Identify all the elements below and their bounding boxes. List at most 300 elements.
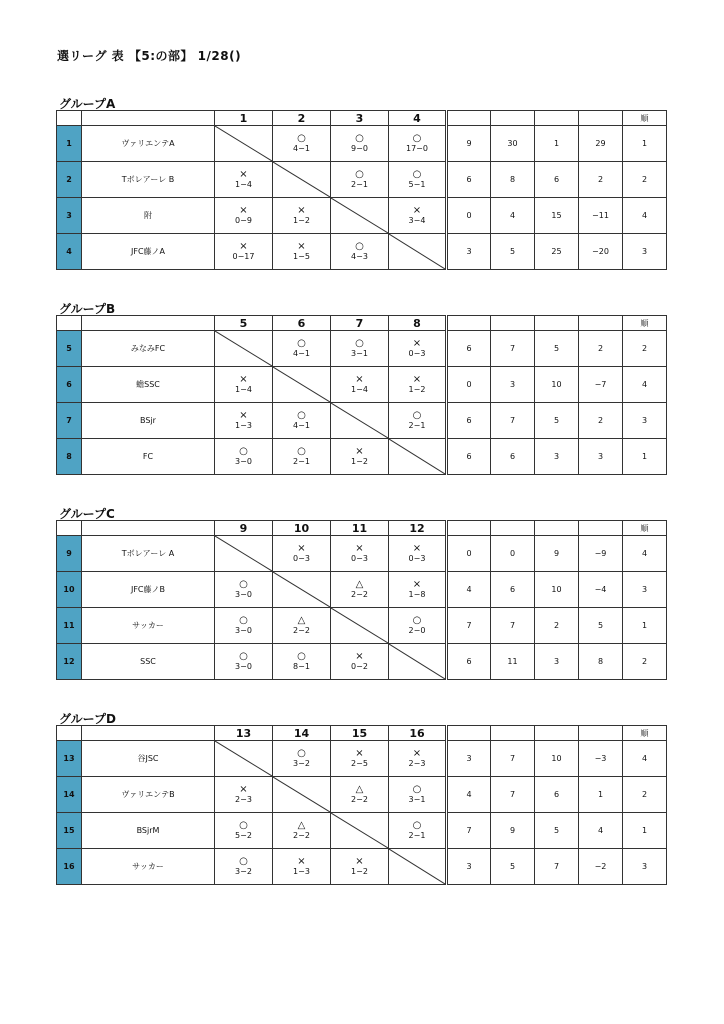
column-header: 7 bbox=[331, 316, 389, 331]
match-score: 2−2 bbox=[293, 830, 310, 840]
result-mark: ○ bbox=[297, 132, 306, 144]
team-row bbox=[57, 777, 711, 813]
self-match-cell bbox=[215, 741, 273, 777]
match-result-cell bbox=[331, 536, 389, 572]
match-result-cell bbox=[331, 331, 389, 367]
column-header: 9 bbox=[215, 521, 273, 536]
stat-header bbox=[491, 726, 535, 741]
header-corner bbox=[57, 726, 82, 741]
self-match-cell bbox=[215, 331, 273, 367]
match-result-cell bbox=[331, 849, 389, 885]
column-header: 15 bbox=[331, 726, 389, 741]
team-rank: 4 bbox=[623, 536, 667, 572]
team-stat: 1 bbox=[535, 126, 579, 162]
team-stat: 3 bbox=[491, 367, 535, 403]
match-result-cell bbox=[273, 126, 331, 162]
result-mark: ○ bbox=[412, 783, 422, 795]
team-number: 3 bbox=[57, 198, 82, 234]
self-match-cell bbox=[273, 572, 331, 608]
match-score: 1−2 bbox=[408, 384, 426, 394]
diagonal-line bbox=[215, 741, 272, 776]
team-name: 蟾SSC bbox=[82, 367, 215, 403]
team-row bbox=[57, 198, 711, 234]
result-mark: ○ bbox=[355, 337, 364, 349]
team-name: Tボレアーレ B bbox=[82, 162, 215, 198]
self-match-cell bbox=[389, 644, 447, 680]
match-result-cell bbox=[273, 536, 331, 572]
team-row bbox=[57, 234, 711, 270]
match-result-cell bbox=[215, 572, 273, 608]
match-score: 3−1 bbox=[408, 794, 426, 804]
team-stat: 6 bbox=[535, 777, 579, 813]
team-rank: 2 bbox=[623, 162, 667, 198]
result-mark: ○ bbox=[239, 445, 248, 457]
match-score: 2−1 bbox=[351, 179, 368, 189]
diagonal-line bbox=[273, 572, 330, 607]
match-result-cell bbox=[331, 741, 389, 777]
league-table bbox=[56, 520, 711, 680]
diagonal-line bbox=[331, 608, 388, 643]
match-result-cell bbox=[389, 331, 447, 367]
team-stat: 2 bbox=[579, 331, 623, 367]
header-team bbox=[82, 521, 215, 536]
match-score: 0−3 bbox=[408, 348, 426, 358]
match-score: 3−0 bbox=[235, 456, 252, 466]
column-header: 16 bbox=[389, 726, 447, 741]
result-mark: ○ bbox=[297, 337, 306, 349]
team-stat: 30 bbox=[491, 126, 535, 162]
match-score: 3−0 bbox=[235, 625, 252, 635]
team-stat: 7 bbox=[491, 331, 535, 367]
team-row bbox=[57, 536, 711, 572]
team-row bbox=[57, 813, 711, 849]
team-stat: 10 bbox=[535, 572, 579, 608]
header-row bbox=[57, 316, 711, 331]
team-name: ヴァリエンテB bbox=[82, 777, 215, 813]
match-result-cell bbox=[273, 439, 331, 475]
result-mark: ○ bbox=[297, 650, 306, 662]
match-score: 1−4 bbox=[235, 179, 252, 189]
diagonal-line bbox=[273, 162, 330, 197]
self-match-cell bbox=[389, 234, 447, 270]
team-stat: 4 bbox=[447, 777, 491, 813]
self-match-cell bbox=[273, 162, 331, 198]
match-score: 1−2 bbox=[351, 866, 368, 876]
league-table bbox=[56, 315, 711, 475]
team-row bbox=[57, 741, 711, 777]
team-stat: 5 bbox=[491, 849, 535, 885]
team-number: 8 bbox=[57, 439, 82, 475]
team-stat: 6 bbox=[447, 331, 491, 367]
team-stat: 2 bbox=[535, 608, 579, 644]
team-stat: 0 bbox=[447, 367, 491, 403]
team-name: サッカー bbox=[82, 849, 215, 885]
team-row bbox=[57, 572, 711, 608]
match-score: 0−9 bbox=[235, 215, 252, 225]
result-mark: ○ bbox=[239, 578, 248, 590]
team-stat: 6 bbox=[491, 572, 535, 608]
team-number: 1 bbox=[57, 126, 82, 162]
match-score: 8−1 bbox=[293, 661, 310, 671]
diagonal-line bbox=[331, 813, 388, 848]
team-stat: 6 bbox=[447, 439, 491, 475]
match-score: 17−0 bbox=[406, 143, 428, 153]
match-result-cell bbox=[215, 849, 273, 885]
match-result-cell bbox=[273, 234, 331, 270]
team-row bbox=[57, 367, 711, 403]
match-score: 2−1 bbox=[408, 420, 426, 430]
team-stat: 6 bbox=[535, 162, 579, 198]
team-stat: 7 bbox=[535, 849, 579, 885]
result-mark: ○ bbox=[412, 409, 422, 421]
column-header: 6 bbox=[273, 316, 331, 331]
match-score: 3−2 bbox=[235, 866, 252, 876]
self-match-cell bbox=[389, 849, 447, 885]
result-mark: × bbox=[355, 542, 364, 554]
diagonal-line bbox=[273, 777, 330, 812]
team-stat: 8 bbox=[491, 162, 535, 198]
match-result-cell bbox=[389, 741, 447, 777]
column-header: 4 bbox=[389, 111, 447, 126]
column-header: 14 bbox=[273, 726, 331, 741]
group-title: グループC bbox=[59, 507, 115, 521]
match-result-cell bbox=[273, 813, 331, 849]
team-name: JFC藤ノB bbox=[82, 572, 215, 608]
header-team bbox=[82, 316, 215, 331]
team-row bbox=[57, 608, 711, 644]
stat-header bbox=[491, 521, 535, 536]
match-result-cell bbox=[389, 403, 447, 439]
team-number: 5 bbox=[57, 331, 82, 367]
result-mark: × bbox=[412, 578, 422, 590]
match-score: 0−3 bbox=[408, 553, 426, 563]
diagonal-line bbox=[273, 367, 330, 402]
team-stat: 6 bbox=[491, 439, 535, 475]
team-stat: −3 bbox=[579, 741, 623, 777]
result-mark: ○ bbox=[412, 819, 422, 831]
diagonal-line bbox=[215, 331, 272, 366]
team-row bbox=[57, 849, 711, 885]
match-score: 3−4 bbox=[408, 215, 426, 225]
stat-header bbox=[447, 316, 491, 331]
team-rank: 3 bbox=[623, 234, 667, 270]
team-number: 14 bbox=[57, 777, 82, 813]
result-mark: ○ bbox=[239, 819, 248, 831]
result-mark: △ bbox=[355, 578, 364, 590]
team-stat: 7 bbox=[491, 608, 535, 644]
result-mark: × bbox=[297, 204, 306, 216]
match-score: 0−3 bbox=[293, 553, 310, 563]
team-stat: 5 bbox=[535, 403, 579, 439]
match-score: 5−1 bbox=[408, 179, 426, 189]
team-stat: 3 bbox=[579, 439, 623, 475]
result-mark: ○ bbox=[297, 747, 306, 759]
team-stat: 4 bbox=[491, 198, 535, 234]
column-header: 10 bbox=[273, 521, 331, 536]
stat-header bbox=[447, 726, 491, 741]
rank-header: 順 bbox=[623, 111, 667, 126]
team-stat: 5 bbox=[579, 608, 623, 644]
team-stat: −11 bbox=[579, 198, 623, 234]
team-row bbox=[57, 439, 711, 475]
column-header: 5 bbox=[215, 316, 273, 331]
header-team bbox=[82, 111, 215, 126]
match-result-cell bbox=[215, 234, 273, 270]
team-rank: 3 bbox=[623, 572, 667, 608]
match-score: 4−1 bbox=[293, 420, 310, 430]
match-score: 3−2 bbox=[293, 758, 310, 768]
match-score: 1−3 bbox=[293, 866, 310, 876]
match-result-cell bbox=[389, 608, 447, 644]
self-match-cell bbox=[215, 126, 273, 162]
team-rank: 1 bbox=[623, 608, 667, 644]
team-stat: 7 bbox=[447, 813, 491, 849]
team-stat: 9 bbox=[447, 126, 491, 162]
match-result-cell bbox=[215, 644, 273, 680]
match-result-cell bbox=[273, 198, 331, 234]
diagonal-line bbox=[215, 126, 272, 161]
group-title: グループD bbox=[59, 712, 117, 726]
team-name: 谷JSC bbox=[82, 741, 215, 777]
team-number: 4 bbox=[57, 234, 82, 270]
result-mark: × bbox=[239, 409, 248, 421]
diagonal-line bbox=[389, 234, 445, 269]
stat-header bbox=[535, 111, 579, 126]
self-match-cell bbox=[331, 403, 389, 439]
team-stat: 5 bbox=[535, 331, 579, 367]
match-result-cell bbox=[331, 777, 389, 813]
match-score: 2−1 bbox=[408, 830, 426, 840]
team-stat: −20 bbox=[579, 234, 623, 270]
match-score: 2−0 bbox=[408, 625, 426, 635]
group-title: グループA bbox=[59, 97, 116, 111]
team-number: 13 bbox=[57, 741, 82, 777]
stat-header bbox=[491, 316, 535, 331]
team-rank: 4 bbox=[623, 741, 667, 777]
team-rank: 4 bbox=[623, 198, 667, 234]
result-mark: ○ bbox=[297, 409, 306, 421]
team-stat: 9 bbox=[535, 536, 579, 572]
team-stat: −4 bbox=[579, 572, 623, 608]
self-match-cell bbox=[331, 813, 389, 849]
stat-header bbox=[447, 521, 491, 536]
rank-header: 順 bbox=[623, 726, 667, 741]
result-mark: × bbox=[412, 747, 422, 759]
match-score: 2−5 bbox=[351, 758, 368, 768]
match-result-cell bbox=[215, 439, 273, 475]
result-mark: × bbox=[239, 240, 248, 252]
self-match-cell bbox=[273, 777, 331, 813]
team-stat: −2 bbox=[579, 849, 623, 885]
result-mark: × bbox=[355, 855, 364, 867]
match-score: 4−1 bbox=[293, 348, 310, 358]
team-rank: 3 bbox=[623, 403, 667, 439]
team-stat: 7 bbox=[491, 777, 535, 813]
match-score: 1−4 bbox=[351, 384, 368, 394]
match-result-cell bbox=[389, 162, 447, 198]
column-header: 2 bbox=[273, 111, 331, 126]
match-result-cell bbox=[273, 849, 331, 885]
result-mark: △ bbox=[297, 614, 306, 626]
rank-header: 順 bbox=[623, 521, 667, 536]
team-stat: 7 bbox=[491, 403, 535, 439]
team-rank: 1 bbox=[623, 813, 667, 849]
match-result-cell bbox=[389, 536, 447, 572]
match-result-cell bbox=[215, 608, 273, 644]
team-number: 15 bbox=[57, 813, 82, 849]
team-stat: 29 bbox=[579, 126, 623, 162]
team-number: 16 bbox=[57, 849, 82, 885]
match-result-cell bbox=[215, 403, 273, 439]
match-score: 9−0 bbox=[351, 143, 368, 153]
match-score: 1−2 bbox=[351, 456, 368, 466]
match-result-cell bbox=[273, 608, 331, 644]
match-result-cell bbox=[273, 403, 331, 439]
match-result-cell bbox=[389, 198, 447, 234]
match-score: 3−0 bbox=[235, 661, 252, 671]
result-mark: × bbox=[355, 373, 364, 385]
team-rank: 1 bbox=[623, 126, 667, 162]
match-score: 2−3 bbox=[408, 758, 426, 768]
match-score: 0−2 bbox=[351, 661, 368, 671]
team-stat: 5 bbox=[491, 234, 535, 270]
match-result-cell bbox=[331, 644, 389, 680]
team-rank: 3 bbox=[623, 849, 667, 885]
team-row bbox=[57, 162, 711, 198]
result-mark: × bbox=[239, 204, 248, 216]
header-row bbox=[57, 726, 711, 741]
result-mark: ○ bbox=[412, 614, 422, 626]
match-score: 3−0 bbox=[235, 589, 252, 599]
match-result-cell bbox=[389, 777, 447, 813]
team-number: 7 bbox=[57, 403, 82, 439]
match-result-cell bbox=[389, 367, 447, 403]
team-stat: 10 bbox=[535, 367, 579, 403]
match-score: 4−3 bbox=[351, 251, 368, 261]
column-header: 11 bbox=[331, 521, 389, 536]
column-header: 1 bbox=[215, 111, 273, 126]
team-name: BSjrM bbox=[82, 813, 215, 849]
result-mark: × bbox=[297, 542, 306, 554]
team-name: ヴァリエンテA bbox=[82, 126, 215, 162]
match-score: 3−1 bbox=[351, 348, 368, 358]
column-header: 8 bbox=[389, 316, 447, 331]
self-match-cell bbox=[273, 367, 331, 403]
result-mark: × bbox=[412, 337, 422, 349]
team-stat: −7 bbox=[579, 367, 623, 403]
page-title: 選リーグ 表 【5:の部】 1/28() bbox=[57, 49, 242, 63]
match-result-cell bbox=[331, 234, 389, 270]
diagonal-line bbox=[389, 644, 445, 679]
diagonal-line bbox=[215, 536, 272, 571]
match-result-cell bbox=[215, 777, 273, 813]
match-result-cell bbox=[215, 367, 273, 403]
match-score: 1−8 bbox=[408, 589, 426, 599]
match-result-cell bbox=[215, 162, 273, 198]
team-stat: 7 bbox=[491, 741, 535, 777]
team-number: 11 bbox=[57, 608, 82, 644]
result-mark: ○ bbox=[239, 855, 248, 867]
team-number: 9 bbox=[57, 536, 82, 572]
match-result-cell bbox=[215, 813, 273, 849]
header-row bbox=[57, 521, 711, 536]
team-stat: 3 bbox=[447, 234, 491, 270]
team-stat: 7 bbox=[447, 608, 491, 644]
self-match-cell bbox=[389, 439, 447, 475]
match-score: 2−2 bbox=[351, 589, 368, 599]
team-rank: 2 bbox=[623, 331, 667, 367]
stat-header bbox=[535, 316, 579, 331]
match-score: 1−3 bbox=[235, 420, 252, 430]
stat-header bbox=[447, 111, 491, 126]
team-stat: 15 bbox=[535, 198, 579, 234]
match-result-cell bbox=[389, 126, 447, 162]
result-mark: ○ bbox=[355, 168, 364, 180]
self-match-cell bbox=[215, 536, 273, 572]
team-number: 12 bbox=[57, 644, 82, 680]
team-name: 附 bbox=[82, 198, 215, 234]
result-mark: × bbox=[412, 204, 422, 216]
header-team bbox=[82, 726, 215, 741]
match-score: 1−2 bbox=[293, 215, 310, 225]
team-name: FC bbox=[82, 439, 215, 475]
self-match-cell bbox=[331, 608, 389, 644]
match-result-cell bbox=[331, 572, 389, 608]
match-result-cell bbox=[331, 367, 389, 403]
result-mark: × bbox=[297, 855, 306, 867]
match-result-cell bbox=[331, 126, 389, 162]
team-stat: 3 bbox=[535, 644, 579, 680]
result-mark: × bbox=[239, 373, 248, 385]
team-stat: 0 bbox=[447, 198, 491, 234]
team-stat: 3 bbox=[447, 741, 491, 777]
team-stat: 11 bbox=[491, 644, 535, 680]
team-stat: 1 bbox=[579, 777, 623, 813]
column-header: 3 bbox=[331, 111, 389, 126]
stat-header bbox=[579, 521, 623, 536]
team-stat: 3 bbox=[535, 439, 579, 475]
header-corner bbox=[57, 111, 82, 126]
diagonal-line bbox=[389, 439, 445, 474]
team-rank: 2 bbox=[623, 777, 667, 813]
match-score: 1−4 bbox=[235, 384, 252, 394]
team-rank: 4 bbox=[623, 367, 667, 403]
team-stat: 5 bbox=[535, 813, 579, 849]
match-result-cell bbox=[331, 439, 389, 475]
stat-header bbox=[535, 726, 579, 741]
result-mark: × bbox=[297, 240, 306, 252]
team-stat: 3 bbox=[447, 849, 491, 885]
team-rank: 1 bbox=[623, 439, 667, 475]
result-mark: ○ bbox=[239, 650, 248, 662]
team-stat: 6 bbox=[447, 403, 491, 439]
match-score: 2−2 bbox=[351, 794, 368, 804]
team-number: 6 bbox=[57, 367, 82, 403]
match-score: 2−3 bbox=[235, 794, 252, 804]
team-stat: 10 bbox=[535, 741, 579, 777]
match-result-cell bbox=[215, 198, 273, 234]
match-result-cell bbox=[331, 162, 389, 198]
diagonal-line bbox=[389, 849, 445, 884]
team-number: 10 bbox=[57, 572, 82, 608]
stat-header bbox=[579, 726, 623, 741]
league-table bbox=[56, 725, 711, 885]
header-row bbox=[57, 111, 711, 126]
team-stat: 9 bbox=[491, 813, 535, 849]
match-result-cell bbox=[389, 572, 447, 608]
team-stat: 2 bbox=[579, 162, 623, 198]
match-score: 0−17 bbox=[232, 251, 255, 261]
